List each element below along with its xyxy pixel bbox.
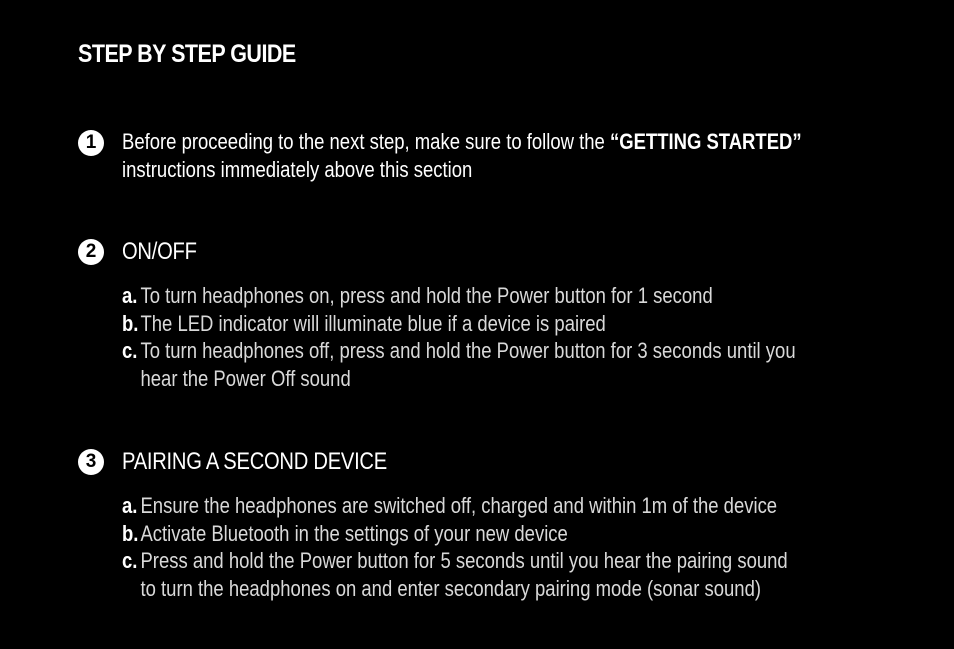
step-2-body — [122, 237, 922, 267]
list-item-letter: b. — [122, 520, 139, 546]
step-1-line-1 — [122, 128, 802, 156]
list-item-letter: c. — [122, 548, 138, 574]
step-number-badge: 2 — [78, 239, 104, 265]
step-3-heading: PAIRING A SECOND DEVICE — [122, 448, 387, 475]
list-item-letter: a. — [122, 283, 138, 308]
list-item-letter: c. — [122, 338, 138, 364]
list-item-continuation: to turn the headphones on and enter secondary pairing mode (sonar sound) — [140, 576, 762, 602]
list-item-letter: b. — [122, 310, 139, 336]
list-item — [122, 337, 794, 365]
step-2-list — [122, 282, 922, 393]
list-item-text: The LED indicator will illuminate blue if a device is paired — [140, 310, 606, 336]
list-item-continuation: hear the Power Off sound — [140, 366, 351, 392]
list-item-text: Press and hold the Power button for 5 seconds until you hear the pairing sound — [140, 548, 788, 574]
step-2-heading: ON/OFF — [122, 238, 197, 265]
page-title: STEP BY STEP GUIDE — [78, 40, 296, 68]
list-item-letter: a. — [122, 493, 138, 518]
step-1-line-2: instructions immediately above this section — [122, 157, 473, 182]
list-item — [122, 282, 794, 310]
list-item — [122, 492, 794, 520]
list-item — [122, 520, 794, 548]
step-3-list — [122, 492, 922, 603]
step-3-body — [122, 447, 922, 477]
list-item-text: To turn headphones off, press and hold the Power button for 3 seconds until you — [140, 338, 796, 364]
list-item-text: Activate Bluetooth in the settings of your new device — [140, 520, 568, 546]
step-1-body — [122, 128, 922, 184]
list-item — [122, 310, 794, 338]
list-item-text: To turn headphones on, press and hold the Power button for 1 second — [140, 283, 713, 308]
step-number-badge: 1 — [78, 130, 104, 156]
list-item-text: Ensure the headphones are switched off, charged and within 1m of the device — [140, 493, 778, 518]
step-1-emphasis: “GETTING STARTED” — [609, 129, 802, 154]
step-1-text: Before proceeding to the next step, make sure to follow the — [122, 129, 610, 154]
step-number-badge: 3 — [78, 449, 104, 475]
list-item — [122, 547, 794, 575]
